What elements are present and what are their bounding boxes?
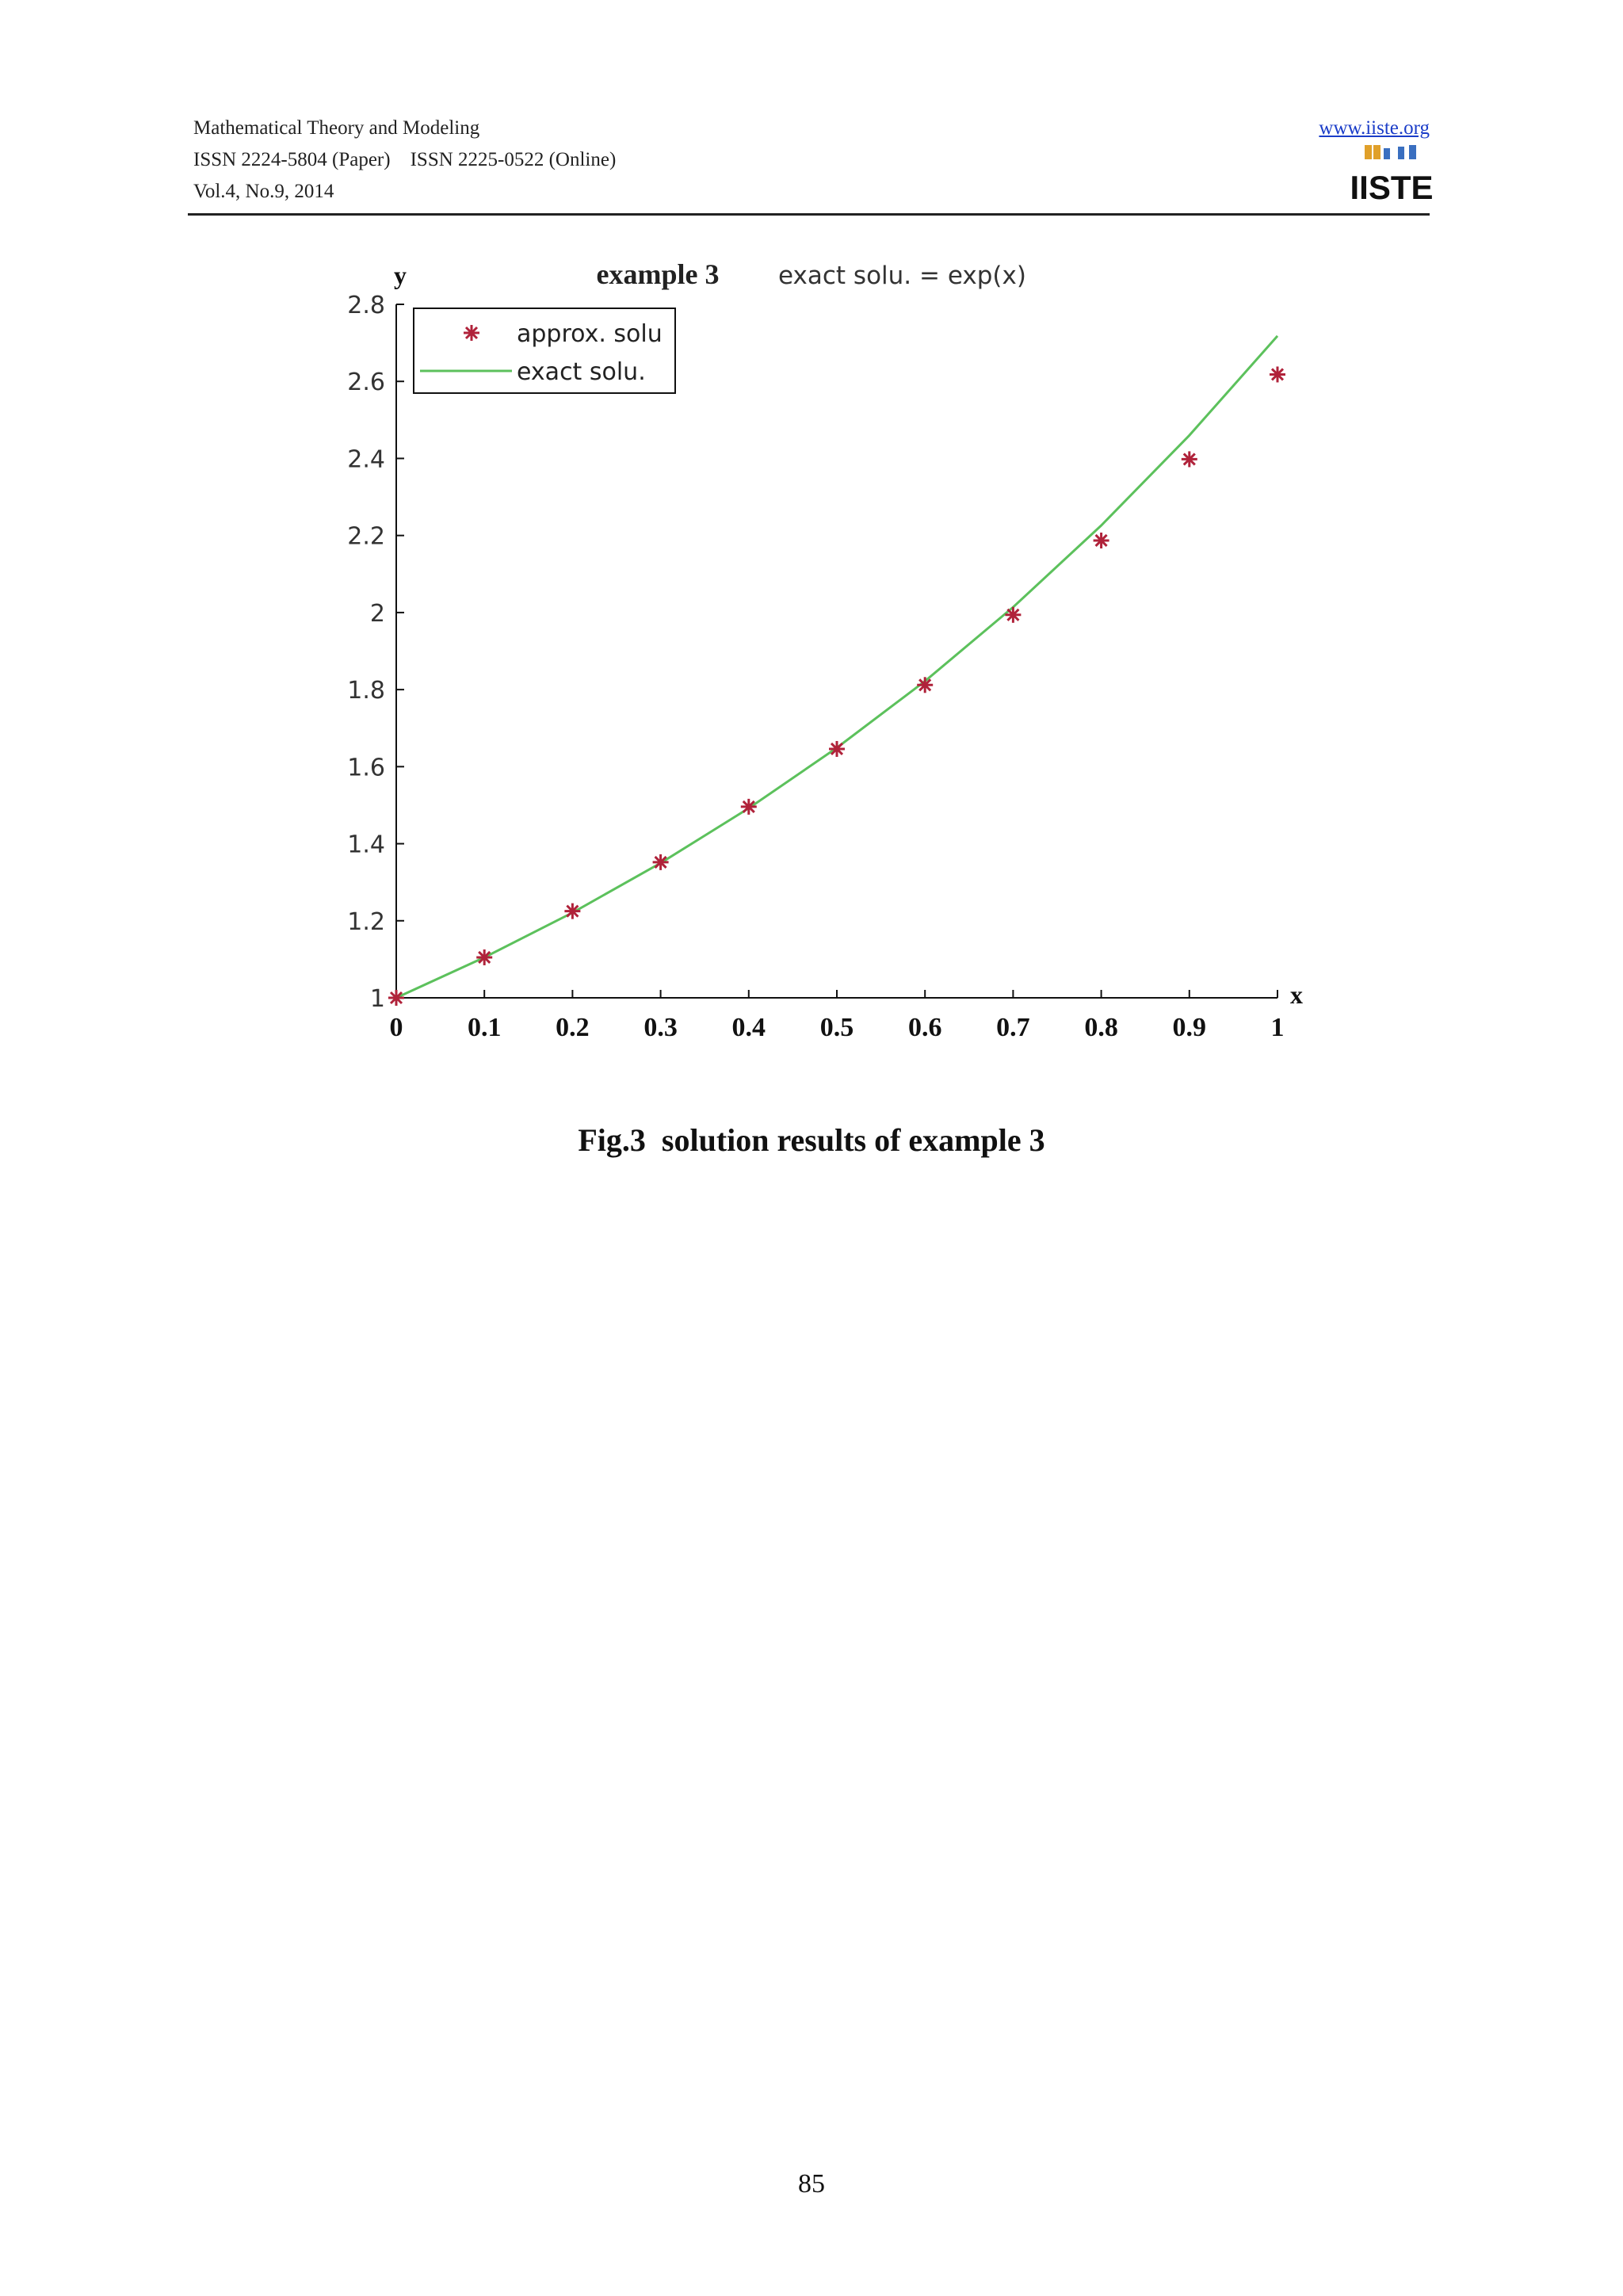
x-tick-label: 1	[1270, 1013, 1285, 1042]
x-tick-label: 0.7	[996, 1013, 1030, 1042]
approx-point	[564, 904, 580, 919]
y-tick-label: 1	[369, 985, 385, 1013]
y-tick-label: 2.8	[347, 292, 385, 319]
y-tick-label: 2.6	[347, 369, 385, 397]
approx-series	[388, 366, 1285, 1006]
volume-line: Vol.4, No.9, 2014	[193, 181, 334, 202]
legend	[414, 308, 675, 393]
iiste-logo-text: IISTE	[1350, 169, 1434, 206]
x-tick-label: 0.8	[1084, 1013, 1118, 1042]
y-tick-label: 1.6	[347, 754, 385, 782]
x-axis-label: x	[1290, 980, 1303, 1009]
figure-chart	[317, 246, 1347, 1062]
x-tick-label: 0.1	[467, 1013, 502, 1042]
y-tick-label: 1.8	[347, 677, 385, 705]
approx-point	[1094, 533, 1109, 548]
journal-name: Mathematical Theory and Modeling	[193, 117, 480, 139]
x-axis	[396, 980, 1303, 1009]
issn-line: ISSN 2224-5804 (Paper) ISSN 2225-0522 (Online)	[193, 149, 617, 170]
approx-point	[741, 799, 757, 815]
approx-point	[917, 677, 933, 693]
y-tick-label: 1.4	[347, 831, 385, 859]
chart-title-group	[597, 258, 1026, 290]
x-tick-label: 0.2	[556, 1013, 590, 1042]
exact-series	[396, 336, 1277, 998]
legend-label-approx: approx. solu	[517, 320, 663, 348]
y-tick-label: 2	[369, 599, 385, 628]
approx-point	[476, 949, 492, 965]
y-axis	[394, 261, 407, 998]
exact-solution-line	[396, 336, 1277, 998]
header-rule	[188, 213, 1430, 216]
x-tick-label: 0.6	[907, 1013, 942, 1042]
x-tick-label: 0.4	[731, 1013, 766, 1042]
y-tick-label: 1.2	[347, 907, 385, 936]
approx-point	[388, 990, 404, 1006]
journal-website-link[interactable]: www.iiste.org	[1319, 117, 1430, 139]
x-tick-label: 0.5	[819, 1013, 854, 1042]
y-axis-label: y	[394, 261, 407, 289]
legend-label-exact: exact solu.	[517, 358, 646, 386]
approx-point	[1182, 451, 1197, 467]
iiste-logo	[1350, 143, 1434, 206]
chart-subtitle: exact solu. = exp(x)	[778, 262, 1026, 290]
chart-title: example 3	[596, 258, 720, 290]
approx-point	[653, 854, 669, 870]
y-tick-label: 2.2	[347, 522, 385, 551]
legend-marker-approx	[464, 325, 479, 341]
figure-caption: Fig.3 solution results of example 3	[578, 1122, 1045, 1158]
x-tick-label: 0.9	[1172, 1013, 1207, 1042]
approx-point	[829, 741, 845, 757]
x-tick-label: 0	[389, 1013, 403, 1042]
approx-point	[1270, 366, 1285, 382]
page-number: 85	[798, 2169, 825, 2199]
x-tick-label: 0.3	[643, 1013, 678, 1042]
y-tick-label: 2.4	[347, 445, 385, 474]
approx-point	[1005, 607, 1021, 623]
